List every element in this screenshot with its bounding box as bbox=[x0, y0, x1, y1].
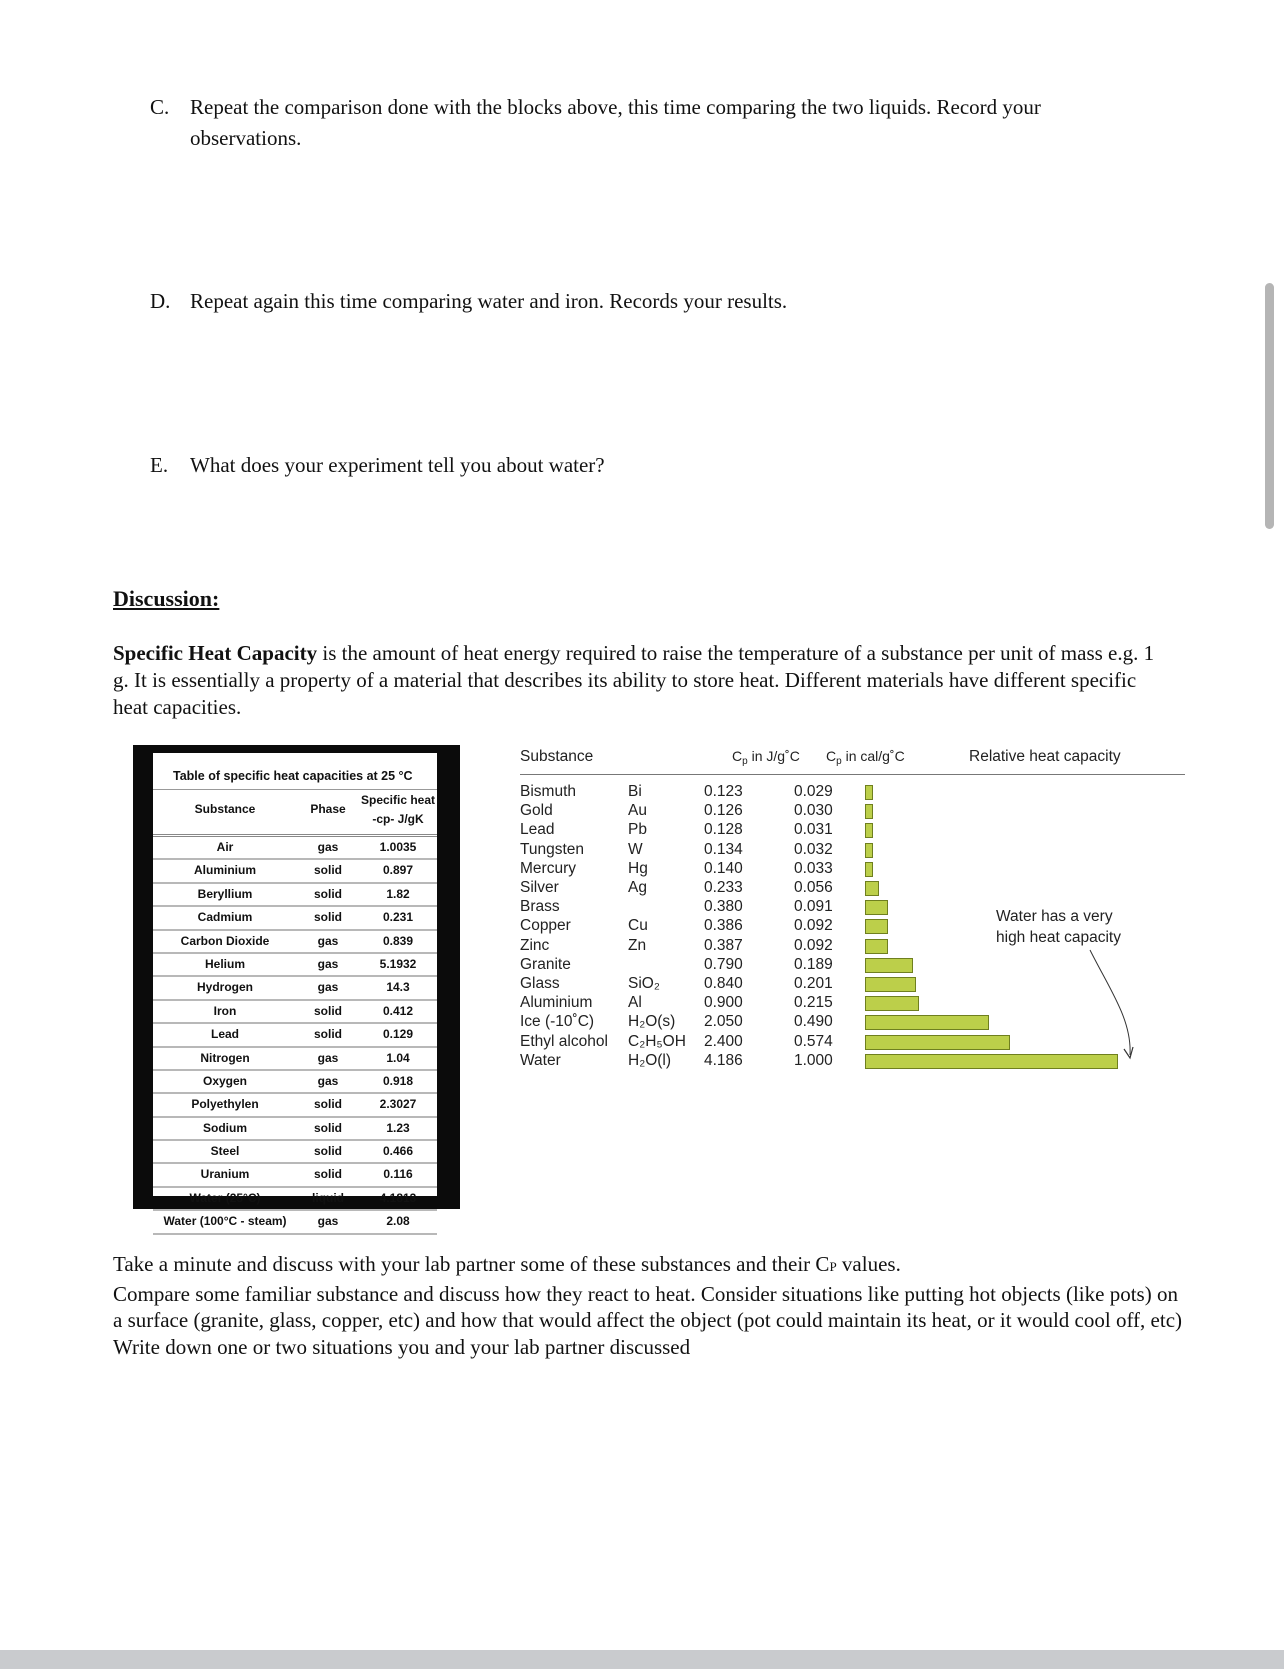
question-c bbox=[150, 92, 1150, 154]
chart-symbol-label: Cu bbox=[628, 917, 648, 935]
chart-value-j: 4.186 bbox=[704, 1051, 743, 1069]
chart-symbol-label: Au bbox=[628, 802, 647, 820]
cell-specific-heat: 14.3 bbox=[386, 980, 410, 995]
cell-phase: solid bbox=[313, 863, 342, 878]
chart-bar bbox=[865, 900, 888, 915]
question-e bbox=[150, 450, 1150, 481]
cell-substance: Water (100°C - steam) bbox=[163, 1214, 287, 1229]
question-text: Repeat again this time comparing water and iron. Records your results. bbox=[190, 289, 788, 313]
bottom-instructions bbox=[113, 1251, 1183, 1360]
table-row bbox=[153, 1048, 437, 1071]
table-row bbox=[153, 1001, 437, 1024]
chart-header-cp-cal: $C_p$ in cal/g˚C bbox=[826, 748, 905, 767]
chart-symbol-label: Bi bbox=[628, 783, 642, 800]
scrollbar-thumb[interactable] bbox=[1265, 283, 1274, 529]
chart-value-j: 2.400 bbox=[704, 1032, 743, 1050]
chart-symbol-label: H₂O(l) bbox=[628, 1051, 672, 1069]
cell-substance: Oxygen bbox=[202, 1073, 247, 1088]
table-row bbox=[153, 931, 437, 954]
cell-specific-heat: 0.412 bbox=[382, 1003, 414, 1018]
chart-value-cal: 0.033 bbox=[794, 859, 833, 877]
chart-header-cp-j: $C_p$ in J/g˚C bbox=[732, 748, 800, 767]
chart-symbol-label: Al bbox=[628, 994, 642, 1012]
cell-specific-heat: 2.08 bbox=[386, 1214, 410, 1229]
cell-phase: solid bbox=[313, 1144, 342, 1159]
cell-substance: Air bbox=[216, 840, 234, 854]
cell-phase: liquid bbox=[312, 1190, 344, 1205]
chart-bar bbox=[865, 804, 873, 819]
chart-symbol-label: Zn bbox=[628, 936, 647, 954]
table-row bbox=[153, 1141, 437, 1164]
chart-value-cal: 0.189 bbox=[794, 955, 833, 973]
chart-value-j: 0.386 bbox=[704, 917, 743, 935]
chart-substance-label: Zinc bbox=[520, 936, 550, 954]
cell-specific-heat: 1.82 bbox=[386, 886, 410, 901]
table-row bbox=[153, 1071, 437, 1094]
annotation-arrow bbox=[520, 740, 1200, 1090]
chart-substance-label: Aluminium bbox=[520, 994, 593, 1012]
chart-substance-label: Ice (-10˚C) bbox=[520, 1013, 595, 1031]
chart-value-j: 0.380 bbox=[704, 898, 743, 916]
chart-value-cal: 0.574 bbox=[794, 1032, 833, 1050]
table-title: Table of specific heat capacities at 25 °C bbox=[173, 769, 413, 783]
table-body bbox=[153, 837, 437, 1235]
chart-value-j: 0.387 bbox=[704, 936, 743, 954]
chart-bar bbox=[865, 862, 873, 877]
discussion-heading: Discussion: bbox=[113, 586, 220, 611]
cell-phase: gas bbox=[317, 933, 339, 948]
chart-substance-label: Granite bbox=[520, 955, 571, 973]
water-annotation: Water has a very high heat capacity bbox=[996, 908, 1121, 946]
cell-substance: Carbon Dioxide bbox=[180, 933, 270, 948]
cell-substance: Polyethylen bbox=[191, 1097, 259, 1112]
chart-value-j: 0.840 bbox=[704, 975, 743, 992]
chart-value-j: 0.123 bbox=[704, 783, 743, 800]
chart-value-cal: 0.201 bbox=[794, 975, 833, 992]
cell-substance: Aluminium bbox=[194, 863, 256, 878]
cell-substance: Uranium bbox=[200, 1167, 250, 1182]
table-row bbox=[153, 884, 437, 907]
chart-substance-label: Water bbox=[520, 1051, 561, 1069]
chart-substance-label: Brass bbox=[520, 898, 560, 916]
cell-substance: Iron bbox=[213, 1003, 237, 1018]
chart-substance-label: Gold bbox=[520, 802, 553, 820]
chart-value-cal: 0.029 bbox=[794, 783, 833, 800]
chart-value-cal: 0.030 bbox=[794, 802, 833, 820]
chart-value-cal: 0.031 bbox=[794, 821, 833, 839]
chart-bar bbox=[865, 996, 919, 1011]
specific-heat-table bbox=[153, 753, 437, 1229]
chart-value-j: 0.140 bbox=[704, 859, 743, 877]
chart-bar bbox=[865, 939, 888, 954]
chart-substance-label: Mercury bbox=[520, 859, 576, 877]
instruction-line-1: Take a minute and discuss with your lab partner some of these substances and their CP values. bbox=[113, 1252, 901, 1276]
chart-substance-label: Bismuth bbox=[520, 783, 576, 800]
chart-substance-label: Silver bbox=[520, 879, 559, 896]
cell-phase: solid bbox=[313, 1097, 342, 1112]
cell-substance: Lead bbox=[210, 1027, 239, 1042]
table-row bbox=[153, 1188, 437, 1211]
table-header bbox=[153, 789, 437, 837]
chart-bar bbox=[865, 919, 888, 934]
chart-symbol-label: Hg bbox=[628, 859, 648, 877]
chart-bar bbox=[865, 843, 873, 858]
chart-bar bbox=[865, 977, 916, 992]
chart-substance-label: Lead bbox=[520, 821, 555, 839]
chart-value-j: 0.128 bbox=[704, 821, 743, 839]
cell-substance: Steel bbox=[210, 1144, 240, 1159]
cell-phase: gas bbox=[317, 1214, 339, 1229]
question-letter: C. bbox=[150, 95, 170, 119]
cell-substance: Cadmium bbox=[197, 910, 253, 925]
cell-specific-heat: 2.3027 bbox=[379, 1097, 417, 1112]
table-row bbox=[153, 954, 437, 977]
chart-symbol-label: W bbox=[628, 840, 643, 858]
chart-value-j: 2.050 bbox=[704, 1013, 743, 1031]
definition-term: Specific Heat Capacity bbox=[113, 641, 318, 665]
cell-substance: Hydrogen bbox=[196, 980, 253, 995]
cell-substance: Helium bbox=[204, 956, 245, 971]
instruction-line-3: Write down one or two situations you and your lab partner discussed bbox=[113, 1334, 691, 1359]
chart-header-substance: Substance bbox=[520, 748, 594, 765]
cell-specific-heat: 1.23 bbox=[386, 1120, 410, 1135]
chart-symbol-label: SiO₂ bbox=[628, 975, 660, 992]
definition-text: is the amount of heat energy required to raise the temperature of a substance per unit of mass e.g. 1 g. It is essentially a property of a material that describes its ability to store heat. Different materials have different specific heat capacities. bbox=[113, 641, 1155, 719]
chart-value-j: 0.126 bbox=[704, 802, 743, 820]
cell-specific-heat: 1.04 bbox=[386, 1050, 410, 1065]
question-letter: D. bbox=[150, 289, 171, 313]
chart-value-cal: 0.056 bbox=[794, 879, 833, 896]
table-row bbox=[153, 1118, 437, 1141]
chart-substance-label: Glass bbox=[520, 975, 560, 992]
chart-substance-label: Ethyl alcohol bbox=[520, 1032, 608, 1050]
header-phase: Phase bbox=[310, 802, 346, 816]
chart-bar bbox=[865, 1035, 1010, 1050]
chart-value-j: 0.134 bbox=[704, 840, 743, 858]
chart-value-cal: 1.000 bbox=[794, 1051, 833, 1069]
cell-substance: Water (25°C) bbox=[189, 1190, 261, 1205]
header-cp-unit: -cp- J/gK bbox=[372, 812, 424, 826]
cell-phase: gas bbox=[317, 980, 339, 995]
chart-value-cal: 0.215 bbox=[794, 994, 833, 1012]
question-letter: E. bbox=[150, 453, 169, 477]
cell-specific-heat: 0.839 bbox=[382, 933, 414, 948]
chart-bar bbox=[865, 881, 879, 896]
cell-specific-heat: 0.116 bbox=[383, 1167, 413, 1182]
chart-bar bbox=[865, 1054, 1118, 1069]
table-row bbox=[153, 837, 437, 860]
cell-phase: gas bbox=[317, 1050, 339, 1065]
bottom-toolbar bbox=[0, 1650, 1284, 1669]
cell-phase: solid bbox=[313, 886, 342, 901]
instruction-line-2: Compare some familiar substance and discuss how they react to heat. Consider situations like putting hot objects (like pots) on a surface (granite, glass, copper, etc) and how that would affect the object (pot could maintain its heat, or it would cool off, etc) bbox=[113, 1281, 1183, 1332]
chart-value-j: 0.900 bbox=[704, 994, 743, 1012]
cell-specific-heat: 5.1932 bbox=[379, 956, 417, 971]
question-d bbox=[150, 286, 1150, 317]
table-row bbox=[153, 1211, 437, 1234]
chart-value-j: 0.233 bbox=[704, 879, 743, 896]
header-substance: Substance bbox=[194, 802, 256, 816]
cell-phase: gas bbox=[317, 956, 339, 971]
table-row bbox=[153, 1024, 437, 1047]
chart-value-j: 0.790 bbox=[704, 955, 743, 973]
chart-symbol-label: H₂O(s) bbox=[628, 1013, 676, 1031]
heat-capacity-chart bbox=[520, 740, 1200, 1090]
cell-specific-heat: 0.897 bbox=[382, 863, 414, 878]
chart-symbol-label: Ag bbox=[628, 879, 647, 896]
chart-bar bbox=[865, 1015, 989, 1030]
cell-phase: solid bbox=[313, 1120, 342, 1135]
cell-specific-heat: 0.231 bbox=[382, 910, 414, 925]
cell-specific-heat: 4.1813 bbox=[379, 1190, 417, 1205]
chart-value-cal: 0.032 bbox=[794, 840, 833, 858]
cell-specific-heat: 0.918 bbox=[382, 1073, 414, 1088]
cell-specific-heat: 0.466 bbox=[382, 1144, 414, 1159]
cell-phase: gas bbox=[317, 1073, 339, 1088]
cell-specific-heat: 1.0035 bbox=[379, 840, 417, 854]
cell-phase: solid bbox=[313, 910, 342, 925]
discussion-paragraph bbox=[113, 640, 1173, 721]
table-row bbox=[153, 977, 437, 1000]
cell-specific-heat: 0.129 bbox=[382, 1027, 414, 1042]
cell-phase: solid bbox=[313, 1003, 342, 1018]
specific-heat-table-image bbox=[133, 745, 460, 1229]
chart-bar bbox=[865, 785, 873, 800]
cell-phase: solid bbox=[313, 1167, 342, 1182]
table-row bbox=[153, 1094, 437, 1117]
chart-substance-label: Tungsten bbox=[520, 840, 585, 858]
header-specific-heat: Specific heat bbox=[360, 793, 436, 807]
chart-value-cal: 0.092 bbox=[794, 917, 833, 935]
table-row bbox=[153, 907, 437, 930]
chart-symbol-label: Pb bbox=[628, 821, 647, 839]
table-row bbox=[153, 1164, 437, 1187]
cell-substance: Nitrogen bbox=[200, 1050, 250, 1065]
chart-value-cal: 0.092 bbox=[794, 936, 833, 954]
cell-phase: gas bbox=[317, 840, 339, 854]
table-row bbox=[153, 860, 437, 883]
chart-bar bbox=[865, 958, 913, 973]
chart-symbol-label: C₂H₅OH bbox=[628, 1032, 686, 1050]
chart-substance-label: Copper bbox=[520, 917, 571, 935]
cell-phase: solid bbox=[313, 1027, 342, 1042]
cell-substance: Beryllium bbox=[197, 886, 253, 901]
chart-value-cal: 0.490 bbox=[794, 1013, 833, 1031]
question-text: What does your experiment tell you about water? bbox=[190, 453, 605, 477]
cell-substance: Sodium bbox=[203, 1120, 247, 1135]
chart-value-cal: 0.091 bbox=[794, 898, 833, 916]
chart-header-relative: Relative heat capacity bbox=[969, 748, 1121, 765]
chart-bar bbox=[865, 823, 873, 838]
question-text: Repeat the comparison done with the blocks above, this time comparing the two liquids. Record your observations. bbox=[190, 95, 1041, 150]
